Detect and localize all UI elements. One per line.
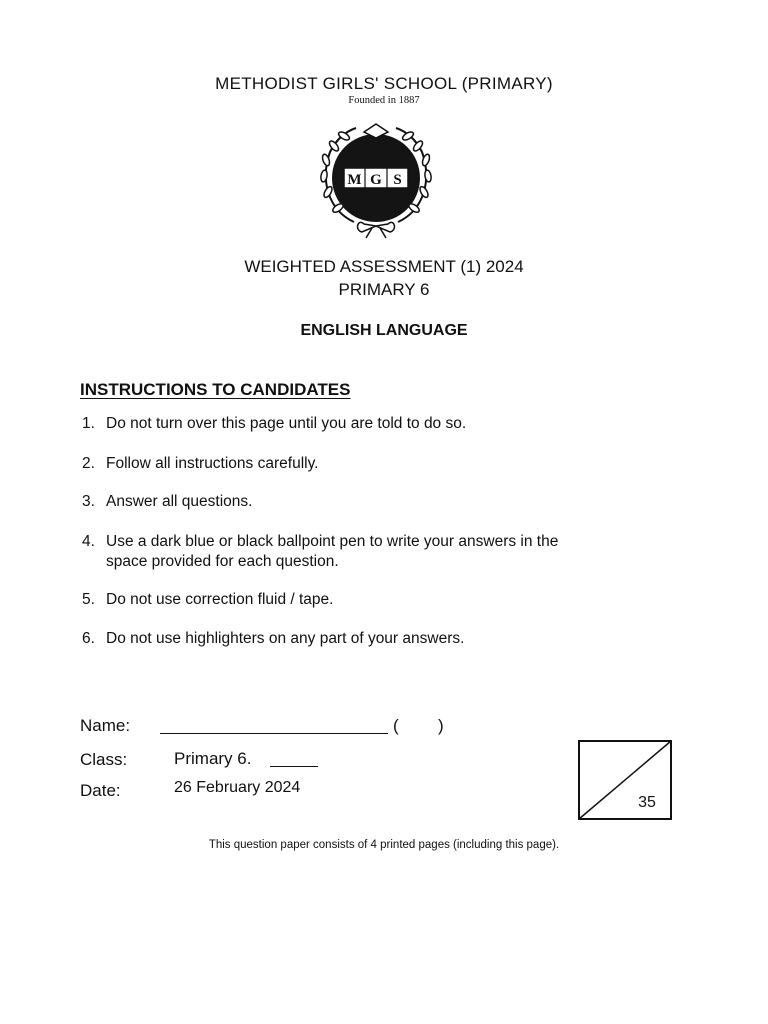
- instruction-item: [82, 590, 682, 610]
- instruction-text: Do not turn over this page until you are told to do so.: [106, 415, 467, 432]
- date-value: 26 February 2024: [174, 779, 301, 796]
- instruction-text: Do not use highlighters on any part of your answers.: [106, 630, 465, 647]
- instruction-item: [82, 492, 682, 512]
- crest-letter-g: G: [370, 172, 382, 188]
- register-number-open-paren: (: [393, 716, 399, 735]
- assessment-title: WEIGHTED ASSESSMENT (1) 2024: [244, 257, 524, 276]
- instruction-number: 3.: [82, 493, 95, 510]
- subject-title: ENGLISH LANGUAGE: [300, 322, 468, 339]
- instruction-item: [82, 414, 682, 434]
- instruction-text: Follow all instructions carefully.: [106, 455, 319, 472]
- instruction-text-continued: space provided for each question.: [106, 553, 339, 570]
- instruction-number: 1.: [82, 415, 95, 432]
- instruction-number: 4.: [82, 533, 95, 550]
- instruction-number: 2.: [82, 455, 95, 472]
- class-value: Primary 6.: [174, 749, 252, 768]
- class-label: Class:: [80, 750, 128, 769]
- instruction-text: Answer all questions.: [106, 493, 253, 510]
- school-name: METHODIST GIRLS' SCHOOL (PRIMARY): [215, 74, 553, 93]
- assessment-level: PRIMARY 6: [338, 280, 430, 299]
- crest-letter-s: S: [393, 172, 402, 188]
- name-field-line[interactable]: [160, 733, 388, 734]
- instruction-text: Use a dark blue or black ballpoint pen to write your answers in the: [106, 533, 559, 550]
- page-count-note: This question paper consists of 4 printed pages (including this page).: [208, 839, 560, 851]
- instructions-heading: INSTRUCTIONS TO CANDIDATES: [80, 380, 351, 399]
- class-field-line[interactable]: [270, 766, 318, 767]
- score-total: 35: [638, 794, 656, 811]
- score-box[interactable]: [578, 740, 672, 820]
- founded-text: Founded in 1887: [348, 95, 420, 106]
- crest-letter-m: M: [347, 172, 362, 188]
- instruction-number: 6.: [82, 630, 95, 647]
- date-label: Date:: [80, 781, 121, 800]
- register-number-close-paren: ): [438, 716, 444, 735]
- instruction-text: Do not use correction fluid / tape.: [106, 591, 334, 608]
- instruction-number: 5.: [82, 591, 95, 608]
- name-label: Name:: [80, 716, 131, 735]
- instruction-item: [82, 454, 682, 474]
- instruction-item: [82, 629, 682, 649]
- instruction-item: [82, 532, 682, 572]
- school-crest-logo: [314, 118, 438, 240]
